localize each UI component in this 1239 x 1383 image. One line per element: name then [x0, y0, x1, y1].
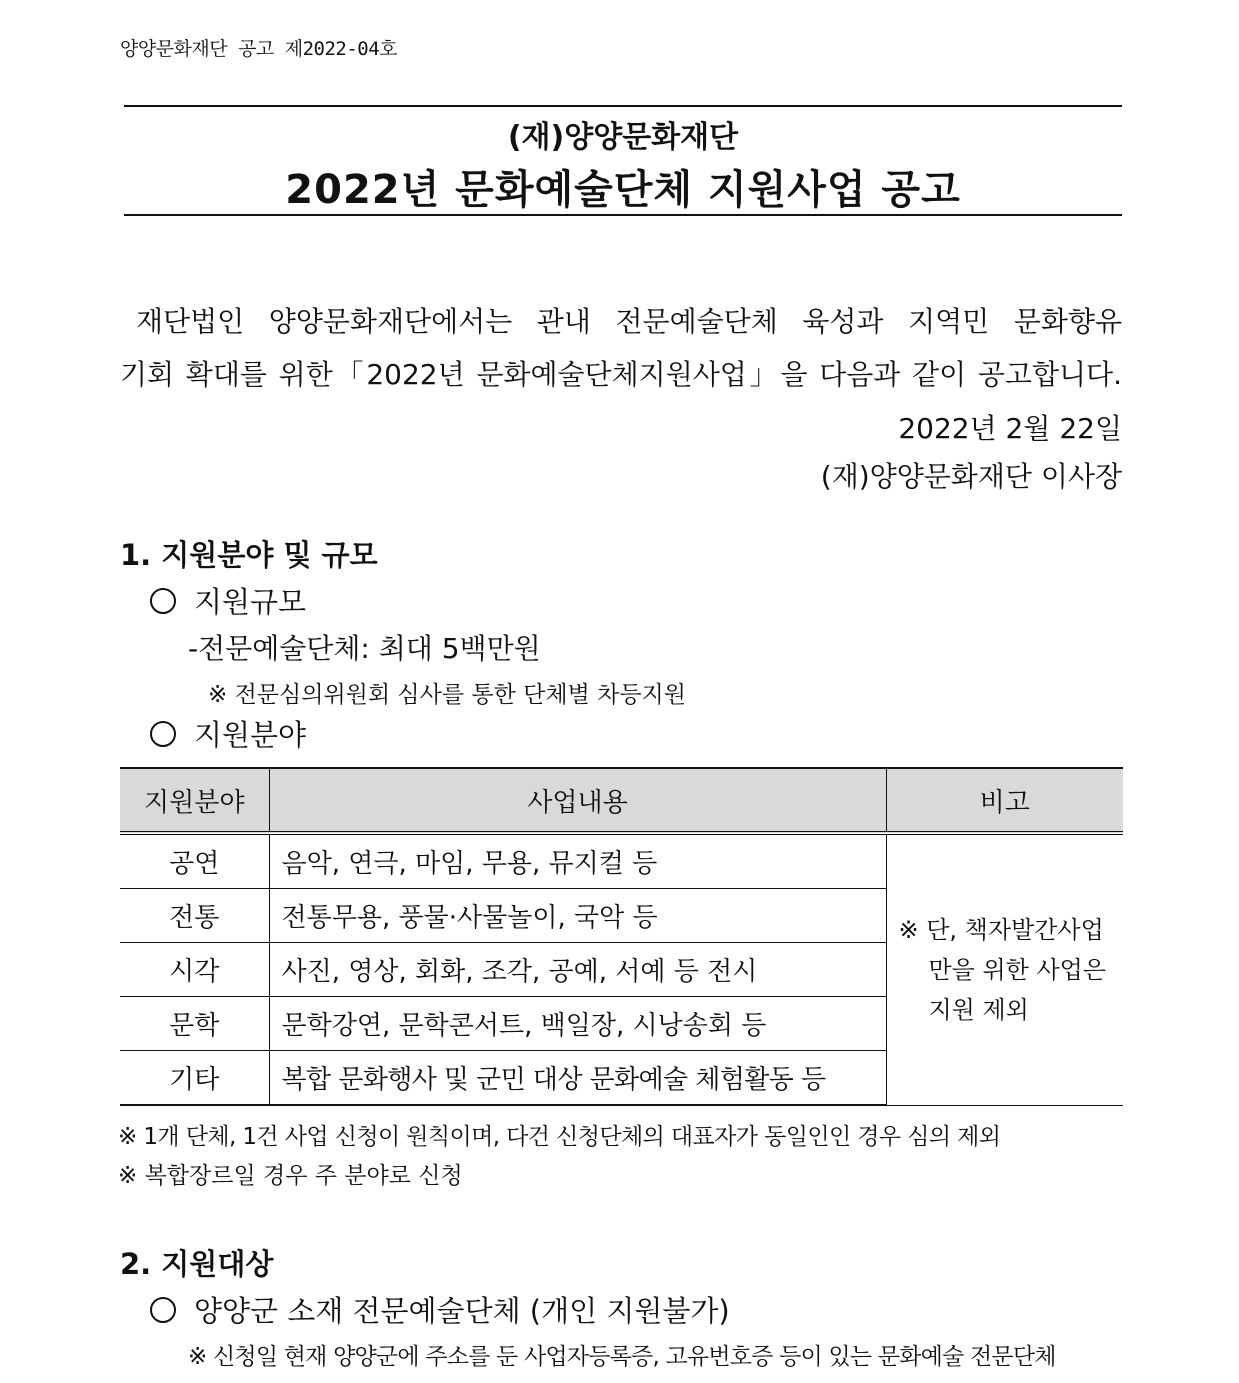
announcement-number: 양양문화재단 공고 제2022-04호 — [120, 38, 397, 60]
issuer: (재)양양문화재단 이사장 — [820, 460, 1122, 493]
support-field-label: 지원분야 — [194, 718, 307, 752]
table-note-1: ※ 1개 단체, 1건 사업 신청이 원칙이며, 다건 신청단체의 대표자가 동일인인 경우 심의 제외 — [118, 1124, 1001, 1150]
remark-line: ※ 단, 책자발간사업 — [898, 915, 1104, 944]
table-cell-content: 전통무용, 풍물·사물놀이, 국악 등 — [269, 889, 886, 943]
table-cell-content: 음악, 연극, 마임, 무용, 뮤지컬 등 — [269, 833, 886, 889]
support-target-label: 양양군 소재 전문예술단체 (개인 지원불가) — [194, 1294, 730, 1328]
support-target-note: ※ 신청일 현재 양양군에 주소를 둔 사업자등록증, 고유번호증 등이 있는 문화예술 전문단체 — [188, 1344, 1056, 1370]
section-2-heading: 2. 지원대상 — [120, 1247, 274, 1281]
table-cell-content: 문학강연, 문학콘서트, 백일장, 시낭송회 등 — [269, 997, 886, 1051]
title-bottom-rule — [124, 214, 1122, 216]
support-scale-item — [150, 580, 306, 621]
table-cell-category: 시각 — [120, 943, 269, 997]
remark-line: 만을 위한 사업은 — [928, 955, 1107, 984]
intro-line-2: 기회 확대를 위한「2022년 문화예술단체지원사업」을 다음과 같이 공고합니다. — [120, 358, 1122, 391]
table-cell-content: 사진, 영상, 회화, 조각, 공예, 서예 등 전시 — [269, 943, 886, 997]
remark-line: 지원 제외 — [928, 995, 1029, 1024]
intro-line-1: 재단법인 양양문화재단에서는 관내 전문예술단체 육성과 지역민 문화향유 — [136, 305, 1122, 338]
circle-bullet-icon — [150, 1297, 176, 1323]
table-header-remark: 비고 — [886, 768, 1123, 833]
support-scale-detail: -전문예술단체: 최대 5백만원 — [188, 632, 541, 665]
organization-title: (재)양양문화재단 — [507, 120, 739, 155]
table-cell-content: 복합 문화행사 및 군민 대상 문화예술 체험활동 등 — [269, 1051, 886, 1106]
table-cell-category: 전통 — [120, 889, 269, 943]
support-target-item — [150, 1289, 730, 1330]
support-scale-note: ※ 전문심의위원회 심사를 통한 단체별 차등지원 — [208, 682, 686, 708]
support-field-table — [120, 767, 1123, 1106]
table-header-content: 사업내용 — [269, 768, 886, 833]
circle-bullet-icon — [150, 588, 176, 614]
title-top-rule — [124, 105, 1122, 107]
table-note-2: ※ 복합장르일 경우 주 분야로 신청 — [118, 1163, 463, 1189]
table-header-row — [120, 768, 1123, 833]
table-cell-category: 문학 — [120, 997, 269, 1051]
table-row — [120, 833, 1123, 889]
table-cell-category: 공연 — [120, 833, 269, 889]
table-cell-remark — [886, 833, 1123, 1105]
support-field-item — [150, 713, 306, 754]
announcement-date: 2022년 2월 22일 — [898, 412, 1122, 445]
table-cell-category: 기타 — [120, 1051, 269, 1106]
support-scale-label: 지원규모 — [194, 585, 307, 619]
table-header-field: 지원분야 — [120, 768, 269, 833]
page-title: 2022년 문화예술단체 지원사업 공고 — [285, 167, 961, 213]
circle-bullet-icon — [150, 721, 176, 747]
section-1-heading: 1. 지원분야 및 규모 — [120, 538, 378, 572]
